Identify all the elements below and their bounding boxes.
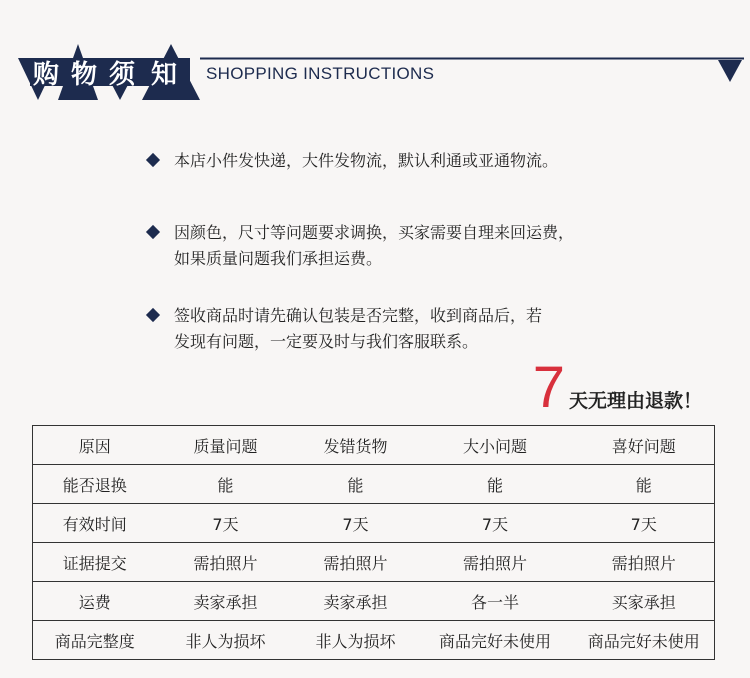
section-header xyxy=(0,0,750,140)
diamond-bullet-icon xyxy=(146,153,160,167)
row-label-cell: 运费 xyxy=(33,582,157,621)
table-cell: 卖家承担 xyxy=(295,582,417,621)
table-cell: 非人为损坏 xyxy=(295,621,417,660)
title-char-4: 知 xyxy=(150,60,177,90)
table-row xyxy=(33,582,715,621)
table-cell: 质量问题 xyxy=(193,436,258,456)
table-cell: 能 xyxy=(574,465,715,504)
note-text: 签收商品时请先确认包装是否完整，收到商品后，若 发现有问题，一定要及时与我们客服联系。 xyxy=(174,306,543,351)
row-label-cell: 商品完整度 xyxy=(33,621,157,660)
table-cell: 需拍照片 xyxy=(157,543,295,582)
table-cell: 7天 xyxy=(295,504,417,543)
row-label-cell: 有效时间 xyxy=(33,504,157,543)
table-cell: 需拍照片 xyxy=(295,543,417,582)
diamond-bullet-icon xyxy=(146,225,160,239)
title-char-2: 物 xyxy=(70,60,97,90)
table-cell: 需拍照片 xyxy=(417,543,574,582)
table-cell: 非人为损坏 xyxy=(157,621,295,660)
row-label-cell: 证据提交 xyxy=(33,543,157,582)
table-cell: 商品完好未使用 xyxy=(417,621,574,660)
table-cell: 7天 xyxy=(417,504,574,543)
table-cell: 7天 xyxy=(574,504,715,543)
table-cell: 需拍照片 xyxy=(574,543,715,582)
note-text: 因颜色，尺寸等问题要求调换，买家需要自理来回运费， 如果质量问题我们承担运费。 xyxy=(174,223,575,268)
table-cell: 卖家承担 xyxy=(157,582,295,621)
table-row xyxy=(33,543,715,582)
refund-policy xyxy=(532,355,702,420)
table-row xyxy=(33,621,715,660)
table-cell: 商品完好未使用 xyxy=(574,621,715,660)
header-end-triangle xyxy=(718,60,742,82)
return-terms-table xyxy=(32,425,715,660)
table-cell: 喜好问题 xyxy=(611,436,676,456)
table-cell: 能 xyxy=(295,465,417,504)
table-cell: 能 xyxy=(157,465,295,504)
table-cell: 发错货物 xyxy=(323,436,388,456)
section-subtitle: SHOPPING INSTRUCTIONS xyxy=(206,64,435,83)
note-text: 本店小件发快递，大件发物流，默认利通或亚通物流。 xyxy=(174,151,559,170)
table-header-row xyxy=(33,426,715,465)
table-cell: 能 xyxy=(417,465,574,504)
table-cell: 各一半 xyxy=(417,582,574,621)
title-char-1: 购 xyxy=(32,60,59,90)
table-row xyxy=(33,504,715,543)
diamond-bullet-icon xyxy=(146,308,160,322)
table-row xyxy=(33,465,715,504)
refund-days-number: 7 xyxy=(532,355,565,420)
table-cell: 大小问题 xyxy=(462,436,527,456)
row-label-cell: 原因 xyxy=(78,436,111,456)
table-cell: 买家承担 xyxy=(574,582,715,621)
title-char-3: 须 xyxy=(108,60,135,90)
refund-text: 天无理由退款！ xyxy=(568,390,702,412)
table-cell: 7天 xyxy=(157,504,295,543)
row-label-cell: 能否退换 xyxy=(33,465,157,504)
